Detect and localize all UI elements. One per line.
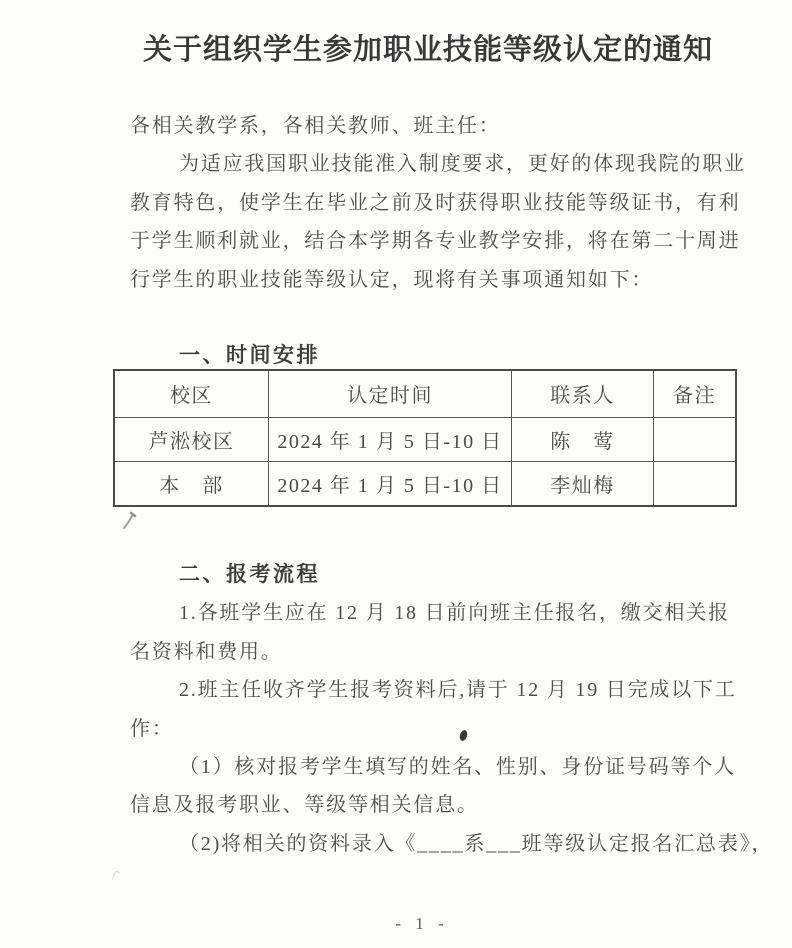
note-cell bbox=[654, 417, 737, 461]
opening-paragraph bbox=[130, 107, 746, 299]
contact-cell: 李灿梅 bbox=[512, 461, 654, 506]
salutation-line: 各相关教学系，各相关教师、班主任： bbox=[130, 115, 501, 137]
pencil-mark-artifact bbox=[120, 510, 140, 532]
page-number: - 1 - bbox=[395, 914, 449, 933]
campus-cell: 本 部 bbox=[114, 461, 269, 506]
intro-line: 教育特色，使学生在毕业之前及时获得职业技能等级证书，有利 bbox=[130, 191, 741, 214]
time-cell: 2024 年 1 月 5 日-10 日 bbox=[269, 417, 512, 461]
page-title: 关于组织学生参加职业技能等级认定的通知 bbox=[142, 34, 713, 66]
intro-line: 为适应我国职业技能准入制度要求，更好的体现我院的职业 bbox=[179, 153, 746, 176]
body-line: （2)将相关的资料录入《____系___班等级认定报名汇总表》， bbox=[179, 832, 774, 855]
body-line: 1.各班学生应在 12 月 18 日前向班主任报名，缴交相关报 bbox=[179, 602, 730, 625]
body-line: 2.班主任收齐学生报考资料后,请于 12 月 19 日完成以下工 bbox=[179, 679, 737, 702]
column-header-note: 备注 bbox=[654, 370, 737, 417]
body-line: （1）核对报考学生填写的姓名、性别、身份证号码等个人 bbox=[179, 755, 736, 778]
smudge-artifact bbox=[111, 870, 121, 882]
campus-cell: 芦淞校区 bbox=[114, 417, 269, 461]
table-row bbox=[114, 417, 736, 461]
intro-line: 于学生顺利就业，结合本学期各专业教学安排，将在第二十周进 bbox=[130, 230, 741, 253]
section2-heading: 二、报考流程 bbox=[179, 563, 320, 586]
table-header-row bbox=[114, 370, 736, 417]
section1-heading: 一、时间安排 bbox=[179, 344, 320, 367]
column-header-campus: 校区 bbox=[114, 370, 269, 417]
column-header-time: 认定时间 bbox=[269, 370, 512, 417]
column-header-contact: 联系人 bbox=[512, 370, 654, 417]
body-line: 信息及报考职业、等级等相关信息。 bbox=[130, 794, 479, 817]
body-line: 名资料和费用。 bbox=[130, 640, 283, 663]
contact-cell: 陈 莺 bbox=[512, 417, 654, 461]
schedule-table bbox=[113, 369, 737, 507]
section2-block bbox=[130, 556, 774, 863]
body-line: 作： bbox=[130, 717, 174, 740]
intro-line: 行学生的职业技能等级认定，现将有关事项通知如下： bbox=[130, 268, 654, 291]
time-cell: 2024 年 1 月 5 日-10 日 bbox=[269, 461, 512, 506]
table-row bbox=[114, 461, 736, 506]
note-cell bbox=[654, 461, 737, 506]
